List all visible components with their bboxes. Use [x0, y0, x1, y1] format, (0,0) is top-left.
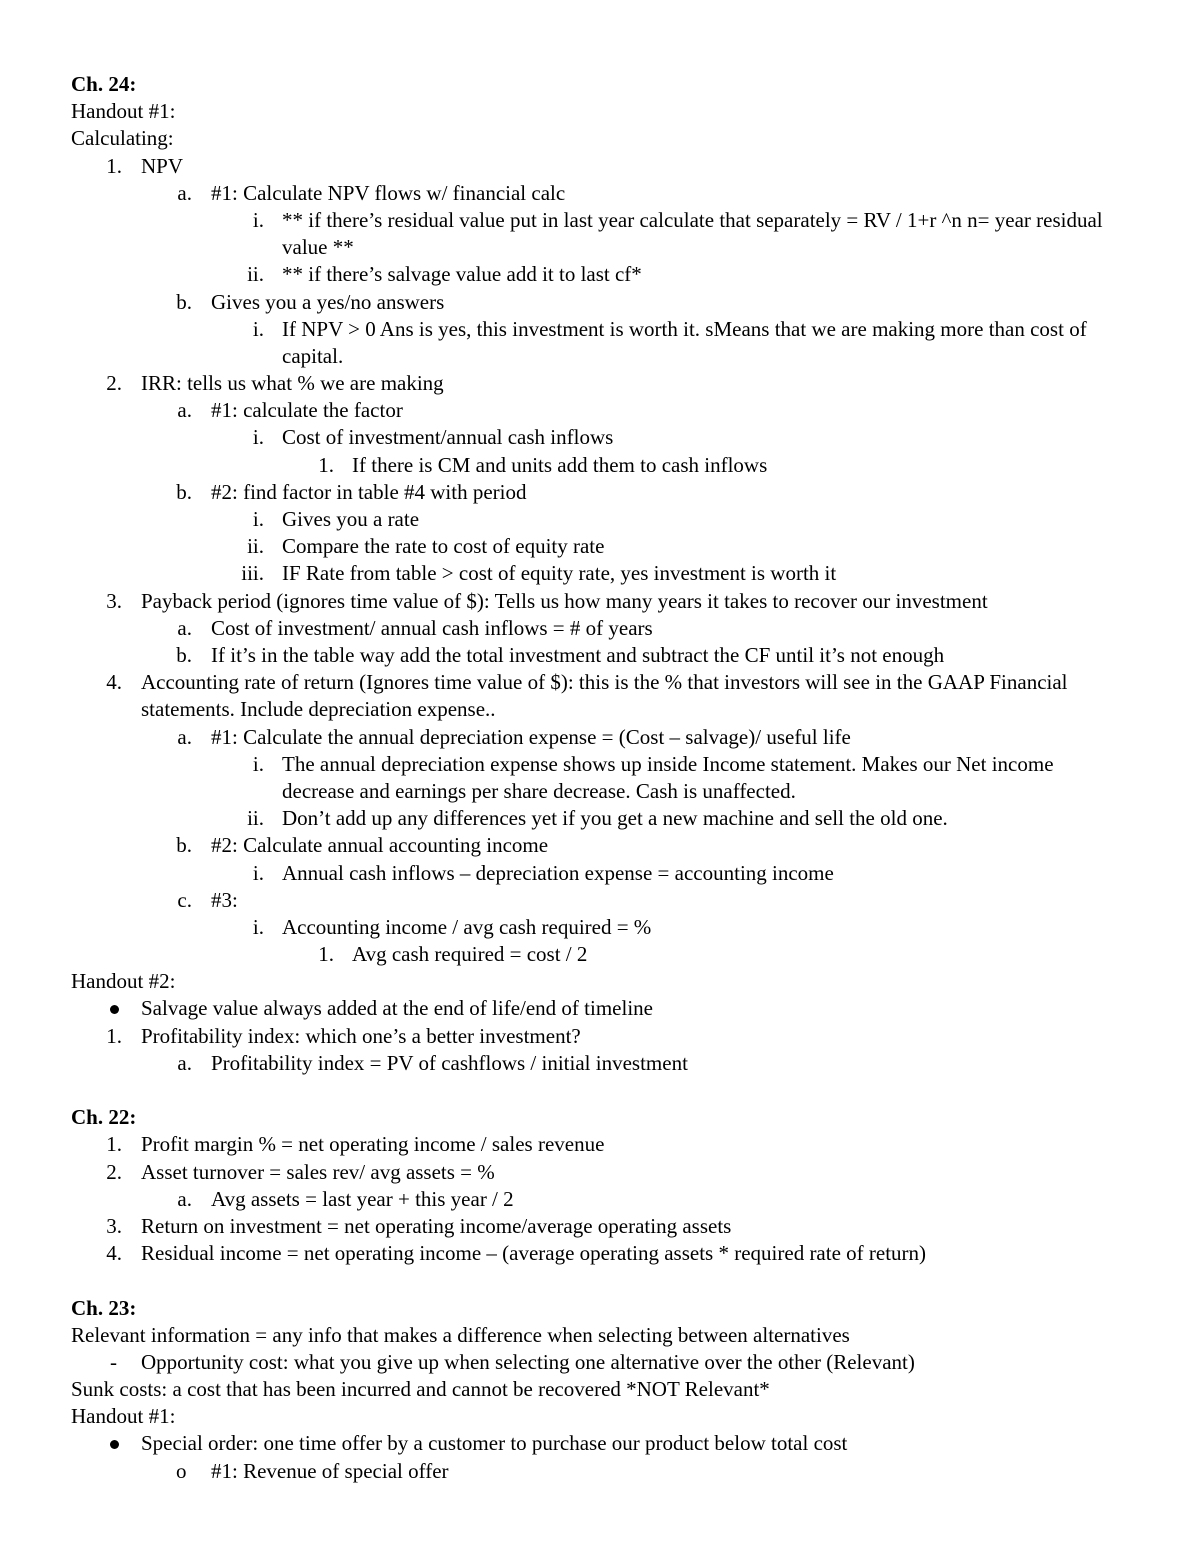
list-item-npv-b-i: i. If NPV > 0 Ans is yes, this investment is worth it. sMeans that we are making more than cost of capital. — [252, 316, 1087, 368]
list-item-special-order-sub: o #1: Revenue of special offer — [176, 1458, 449, 1483]
list-item-arr-c-i-1: 1. Avg cash required = cost / 2 — [318, 942, 588, 967]
list-item-payback-b: b. If it’s in the table way add the total investment and subtract the CF until it’s not enough — [176, 642, 945, 667]
list-item-irr-a-i: i. Cost of investment/annual cash inflows — [252, 425, 614, 450]
list-item-payback-a: a. Cost of investment/ annual cash inflows = # of years — [177, 615, 653, 640]
ch24-heading: Ch. 24: — [71, 72, 137, 96]
list-item-roi: 3. Return on investment = net operating income/average operating assets — [106, 1213, 732, 1238]
list-item-residual-income: 4. Residual income = net operating income – (average operating assets * required rate of return) — [106, 1241, 927, 1266]
ch23-handout1-label: Handout #1: — [71, 1404, 176, 1429]
bullet-icon — [110, 1005, 119, 1014]
list-item-irr-a-i-1: 1. If there is CM and units add them to cash inflows — [318, 452, 768, 477]
document-page — [0, 71, 1200, 1485]
list-item-salvage-bullet: Salvage value always added at the end of life/end of timeline — [0, 995, 1200, 1022]
list-item-npv-a-i: i. ** if there’s residual value put in last year calculate that separately = RV / 1+r ^n n= year residual value ** — [252, 207, 1103, 260]
ch24-handout2-label: Handout #2: — [71, 969, 176, 994]
list-item-arr-a: a. #1: Calculate the annual depreciation expense = (Cost – salvage)/ useful life — [177, 724, 851, 749]
section-gap — [0, 1267, 1200, 1294]
list-item-avg-assets: a. Avg assets = last year + this year / 2 — [177, 1186, 514, 1211]
list-item-irr: 2. IRR: tells us what % we are making — [106, 371, 444, 396]
ch24-handout1-label: Handout #1: — [71, 99, 176, 124]
list-item-special-order: Special order: one time offer by a customer to purchase our product below total cost — [0, 1430, 1200, 1457]
list-item-profitability-index-a: a. Profitability index = PV of cashflows / initial investment — [177, 1050, 688, 1075]
list-item-opportunity-cost: - Opportunity cost: what you give up when selecting one alternative over the other (Relevant) — [110, 1349, 915, 1374]
list-item-npv-a-ii: ii. ** if there’s salvage value add it to last cf* — [247, 262, 642, 287]
bullet-icon — [110, 1440, 119, 1449]
list-item-payback: 3. Payback period (ignores time value of $): Tells us how many years it takes to recover our investment — [106, 588, 988, 613]
list-item-profitability-index: 1. Profitability index: which one’s a better investment? — [106, 1023, 581, 1048]
sunk-costs-line: Sunk costs: a cost that has been incurred and cannot be recovered *NOT Relevant* — [71, 1377, 770, 1402]
calculating-label: Calculating: — [71, 126, 174, 151]
list-item-npv: 1. NPV — [106, 153, 184, 178]
list-item-arr-a-ii: ii. Don’t add up any differences yet if you get a new machine and sell the old one. — [247, 806, 948, 831]
ch22-heading: Ch. 22: — [71, 1105, 137, 1130]
section-gap — [0, 1077, 1200, 1104]
list-item-npv-a: a. #1: Calculate NPV flows w/ financial calc — [177, 180, 566, 205]
list-item-asset-turnover: 2. Asset turnover = sales rev/ avg assets = % — [106, 1159, 495, 1184]
list-item-irr-b-ii: ii. Compare the rate to cost of equity rate — [247, 534, 605, 559]
list-item-irr-b: b. #2: find factor in table #4 with period — [176, 479, 527, 504]
list-item-arr-b: b. #2: Calculate annual accounting income — [176, 833, 549, 858]
relevant-info-line: Relevant information = any info that makes a difference when selecting between alternatives — [71, 1322, 850, 1347]
list-item-arr-c: c. #3: — [177, 887, 238, 912]
list-item-profit-margin: 1. Profit margin % = net operating income / sales revenue — [106, 1132, 605, 1157]
list-item-arr-c-i: i. Accounting income / avg cash required = % — [252, 914, 652, 939]
list-item-npv-b: b. Gives you a yes/no answers — [176, 289, 445, 314]
list-item-irr-b-i: i. Gives you a rate — [252, 507, 420, 532]
list-item-irr-b-iii: iii. IF Rate from table > cost of equity rate, yes investment is worth it — [241, 561, 837, 586]
list-item-arr: 4. Accounting rate of return (Ignores time value of $): this is the % that investors will see in the GAAP Financial statements. Include depreciation expense.. — [106, 670, 1068, 722]
list-item-arr-a-i: i. The annual depreciation expense shows up inside Income statement. Makes our Net income decrease and earnings per share decrease. Cash is unaffected. — [252, 751, 1054, 803]
list-item-irr-a: a. #1: calculate the factor — [177, 398, 403, 423]
ch23-heading: Ch. 23: — [71, 1295, 137, 1320]
list-item-arr-b-i: i. Annual cash inflows – depreciation expense = accounting income — [252, 860, 834, 885]
